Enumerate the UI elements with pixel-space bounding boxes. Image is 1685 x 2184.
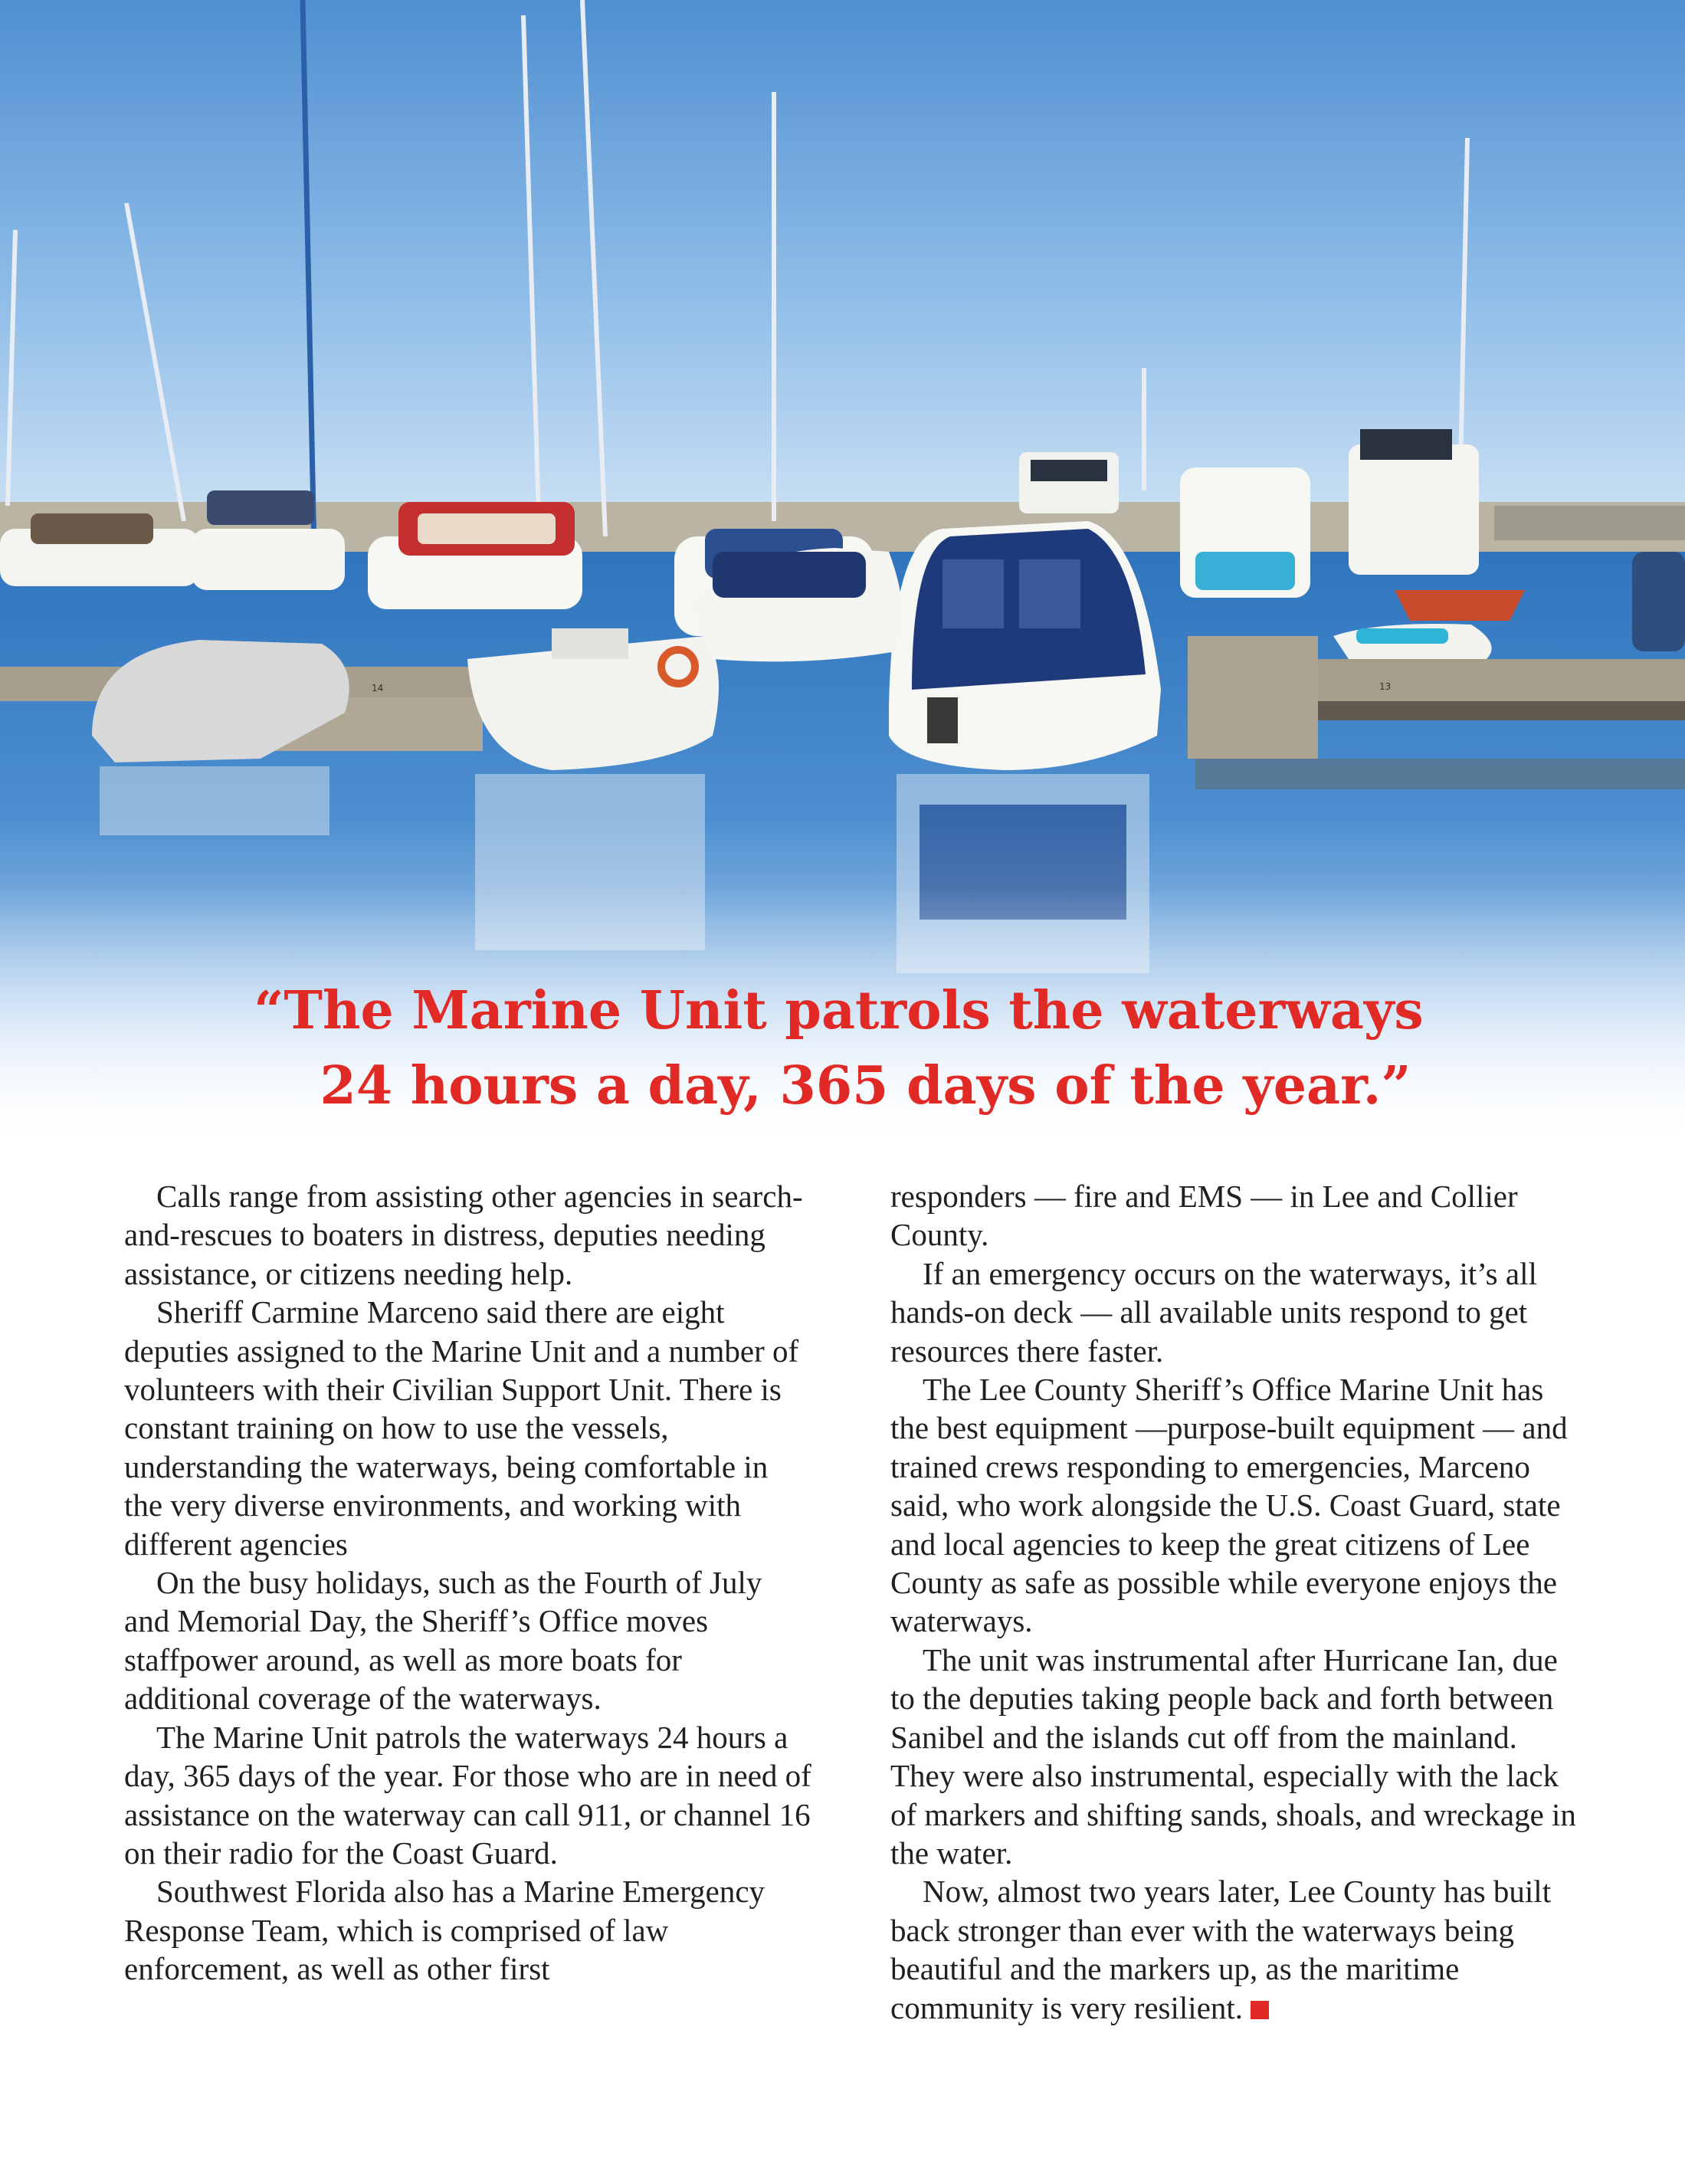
paragraph: If an emergency occurs on the waterways, it’s all hands-on deck — all available units respond to get resources there faster. bbox=[890, 1255, 1537, 1369]
pull-quote-line-2: 24 hours a day, 365 days of the year.” bbox=[320, 1055, 1411, 1117]
article-column-left bbox=[124, 1177, 814, 1989]
paragraph: Sheriff Carmine Marceno said there are eight deputies assigned to the Marine Unit and a number of volunteers with their Civilian Support Unit. There is constant training on how to use the vessels, understanding the waterways, being comfortable in the very diverse environments, and working with different agencies bbox=[124, 1294, 799, 1562]
paragraph: responders — fire and EMS — in Lee and Collier County. bbox=[890, 1179, 1518, 1253]
dock-number-14: 14 bbox=[372, 683, 384, 694]
paragraph: The unit was instrumental after Hurricane Ian, due to the deputies taking people back and forth between Sanibel and the islands cut off from the mainland. They were also instrumental, especially with the lack of markers and shifting sands, shoals, and wreckage in the water. bbox=[890, 1641, 1576, 1871]
paragraph: Calls range from assisting other agencies in search-and-rescues to boaters in distress, deputies needing assistance, or citizens needing help. bbox=[124, 1179, 803, 1291]
paragraph: Southwest Florida also has a Marine Emergency Response Team, which is comprised of law enforcement, as well as other first bbox=[124, 1874, 765, 1987]
article-column-right bbox=[890, 1177, 1580, 2027]
paragraph: On the busy holidays, such as the Fourth of July and Memorial Day, the Sheriff’s Office moves staffpower around, as well as more boats for additional coverage of the waterways. bbox=[124, 1565, 762, 1717]
final-paragraph-text: Now, almost two years later, Lee County has built back stronger than ever with the waterways being beautiful and the markers up, as the maritime community is very resilient. bbox=[890, 1874, 1552, 2025]
blue-powerboat bbox=[889, 521, 1161, 770]
paragraph-final bbox=[890, 1872, 1580, 2027]
paragraph: The Marine Unit patrols the waterways 24 hours a day, 365 days of the year. For those who are in need of assistance on the waterway can call 911, or channel 16 on their radio for the Coast Guard. bbox=[124, 1719, 811, 1871]
end-of-article-mark bbox=[1251, 2001, 1269, 2019]
dock-number-13: 13 bbox=[1379, 681, 1392, 692]
paragraph: The Lee County Sheriff’s Office Marine Unit has the best equipment —purpose-built equipment — and trained crews responding to emergencies, Marceno said, who work alongside the U.S. Coast Guard, state and local agencies to keep the great citizens of Lee County as safe as possible while everyone enjoys the waterways. bbox=[890, 1372, 1568, 1639]
pull-quote bbox=[0, 973, 1685, 1123]
pull-quote-line-1: “The Marine Unit patrols the waterways bbox=[254, 980, 1424, 1041]
